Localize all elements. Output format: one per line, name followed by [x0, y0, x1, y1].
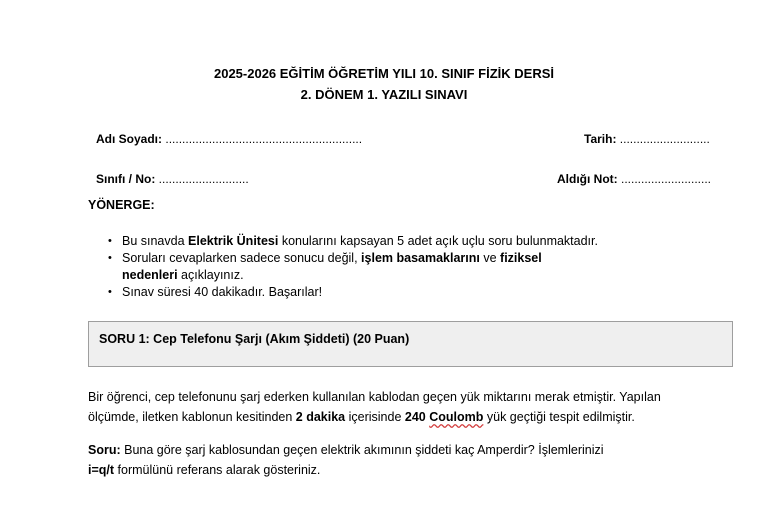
- spellcheck-word: Coulomb: [429, 410, 484, 424]
- date-label: Tarih:: [584, 132, 617, 146]
- question1-title: SORU 1: Cep Telefonu Şarjı (Akım Şiddeti) (20 Puan): [99, 332, 410, 346]
- formula: i=q/t: [88, 463, 115, 477]
- class-dots: ...........................: [158, 172, 249, 186]
- question1-prompt: Soru: Buna göre şarj kablosundan geçen elektrik akımının şiddeti kaç Amperdir? İşlemlerinizi i=q/t formülünü referans alarak gösteriniz.: [88, 443, 604, 477]
- exam-title-line2: 2. DÖNEM 1. YAZILI SINAVI: [300, 87, 468, 102]
- question1-header-box: [88, 321, 733, 367]
- class-label: Sınıfı / No:: [96, 172, 156, 186]
- question1-paragraph: Bir öğrenci, cep telefonunu şarj ederken kullanılan kablodan geçen yük miktarını merak etmiştir. Yapılan ölçümde, iletken kablonun kesitinden 2 dakika içerisinde 240 Coulomb yük geçtiği tespit edilmiştir.: [88, 390, 661, 424]
- date-dots: ...........................: [619, 132, 710, 146]
- date-field[interactable]: [584, 132, 710, 146]
- instruction-item: • Soruları cevaplarken sadece sonucu değil, işlem basamaklarını ve fiziksel nedenleri açıklayınız.: [108, 250, 648, 284]
- name-field[interactable]: [96, 132, 362, 146]
- instructions-list: [108, 233, 648, 301]
- name-dots: ...........................................................: [165, 132, 363, 146]
- question-label: Soru:: [88, 443, 121, 457]
- exam-title-line1: 2025-2026 EĞİTİM ÖĞRETİM YILI 10. SINIF FİZİK DERSİ: [213, 66, 554, 81]
- class-field[interactable]: [96, 172, 249, 186]
- grade-label: Aldığı Not:: [557, 172, 618, 186]
- instruction-item: • Sınav süresi 40 dakikadır. Başarılar!: [108, 284, 648, 301]
- instruction-item: • Bu sınavda Elektrik Ünitesi konularını kapsayan 5 adet açık uçlu soru bulunmaktadır.: [108, 233, 648, 250]
- grade-field[interactable]: [557, 172, 711, 186]
- grade-dots: ...........................: [621, 172, 712, 186]
- name-label: Adı Soyadı:: [96, 132, 163, 146]
- instructions-heading: YÖNERGE:: [88, 198, 155, 212]
